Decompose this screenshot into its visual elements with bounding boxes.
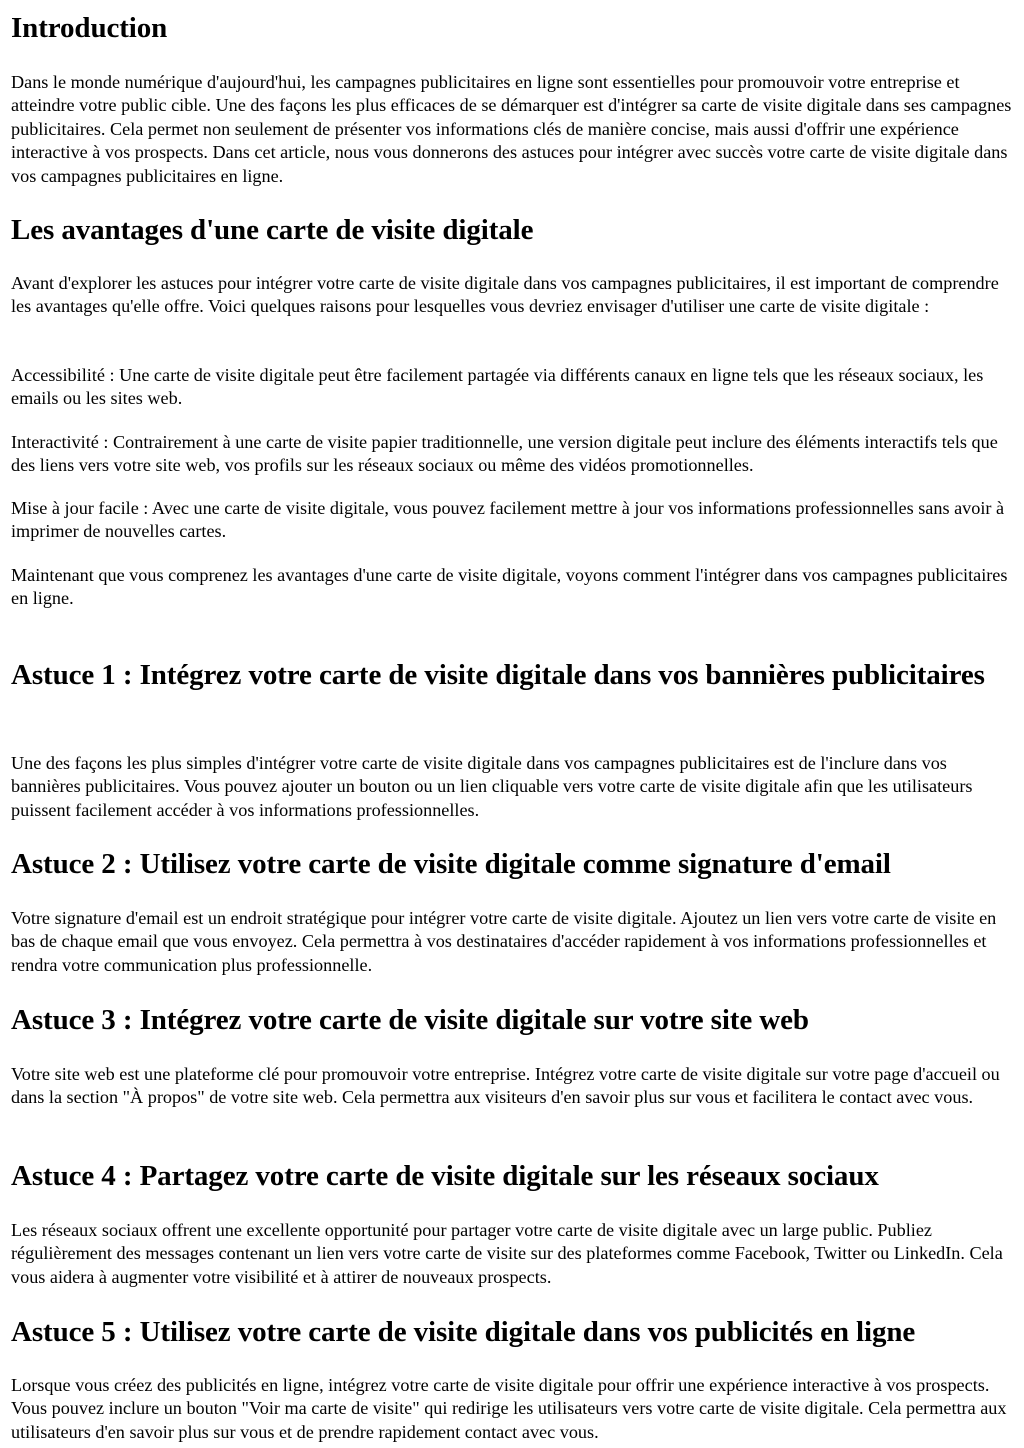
- advantages-heading: Les avantages d'une carte de visite digitale: [11, 214, 534, 246]
- advantages-transition-paragraph: Maintenant que vous comprenez les avantages d'une carte de visite digitale, voyons comment l'intégrer dans vos campagnes publicitaires en ligne.: [11, 565, 1008, 609]
- tip-1-heading: Astuce 1 : Intégrez votre carte de visite digitale dans vos bannières publicitaires: [11, 659, 985, 691]
- tip-5-heading: Astuce 5 : Utilisez votre carte de visite digitale dans vos publicités en ligne: [11, 1316, 916, 1348]
- tip-3-heading: Astuce 3 : Intégrez votre carte de visite digitale sur votre site web: [11, 1004, 809, 1036]
- tip-5-paragraph: Lorsque vous créez des publicités en ligne, intégrez votre carte de visite digitale pour offrir une expérience interactive à vos prospects. Vous pouvez inclure un bouton "Voir ma carte de visite" qui redirige les utilisateurs vers votre carte de visite digitale. Cela permettra aux utilisateurs d'en savoir plus sur vous et de prendre rapidement contact avec vous.: [11, 1375, 1007, 1442]
- tip-2-heading: Astuce 2 : Utilisez votre carte de visite digitale comme signature d'email: [11, 848, 891, 880]
- intro-paragraph: Dans le monde numérique d'aujourd'hui, les campagnes publicitaires en ligne sont essentielles pour promouvoir votre entreprise et atteindre votre public cible. Une des façons les plus efficaces de se démarquer est d'intégrer sa carte de visite digitale dans ses campagnes publicitaires. Cela permet non seulement de présenter vos informations clés de manière concise, mais aussi d'offrir une expérience interactive à vos prospects. Dans cet article, nous vous donnerons des astuces pour intégrer avec succès votre carte de visite digitale dans vos campagnes publicitaires en ligne.: [11, 72, 1012, 186]
- intro-heading: Introduction: [11, 12, 168, 44]
- tip-3-paragraph: Votre site web est une plateforme clé pour promouvoir votre entreprise. Intégrez votre carte de visite digitale sur votre page d'accueil ou dans la section "À propos" de votre site web. Cela permettra aux visiteurs d'en savoir plus sur vous et facilitera le contact avec vous.: [11, 1064, 1000, 1108]
- tip-2-paragraph: Votre signature d'email est un endroit stratégique pour intégrer votre carte de visite digitale. Ajoutez un lien vers votre carte de visite en bas de chaque email que vous envoyez. Cela permettra à vos destinataires d'accéder rapidement à vos informations professionnelles et rendra votre communication plus professionnelle.: [11, 908, 997, 975]
- advantage-interactivity-paragraph: Interactivité : Contrairement à une carte de visite papier traditionnelle, une version digitale peut inclure des éléments interactifs tels que des liens vers votre site web, vos profils sur les réseaux sociaux ou même des vidéos promotionnelles.: [11, 432, 998, 476]
- tip-4-heading: Astuce 4 : Partagez votre carte de visite digitale sur les réseaux sociaux: [11, 1160, 879, 1192]
- tip-1-paragraph: Une des façons les plus simples d'intégrer votre carte de visite digitale dans vos campagnes publicitaires est de l'inclure dans vos bannières publicitaires. Vous pouvez ajouter un bouton ou un lien cliquable vers votre carte de visite digitale afin que les utilisateurs puissent facilement accéder à vos informations professionnelles.: [11, 753, 973, 820]
- tip-4-paragraph: Les réseaux sociaux offrent une excellente opportunité pour partager votre carte de visite digitale avec un large public. Publiez régulièrement des messages contenant un lien vers votre carte de visite sur des plateformes comme Facebook, Twitter ou LinkedIn. Cela vous aidera à augmenter votre visibilité et à attirer de nouveaux prospects.: [11, 1220, 1003, 1287]
- advantage-update-paragraph: Mise à jour facile : Avec une carte de visite digitale, vous pouvez facilement mettre à jour vos informations professionnelles sans avoir à imprimer de nouvelles cartes.: [11, 498, 1005, 542]
- advantages-intro-paragraph: Avant d'explorer les astuces pour intégrer votre carte de visite digitale dans vos campagnes publicitaires, il est important de comprendre les avantages qu'elle offre. Voici quelques raisons pour lesquelles vous devriez envisager d'utiliser une carte de visite digitale :: [11, 273, 999, 317]
- advantage-accessibility-paragraph: Accessibilité : Une carte de visite digitale peut être facilement partagée via différents canaux en ligne tels que les réseaux sociaux, les emails ou les sites web.: [11, 365, 984, 409]
